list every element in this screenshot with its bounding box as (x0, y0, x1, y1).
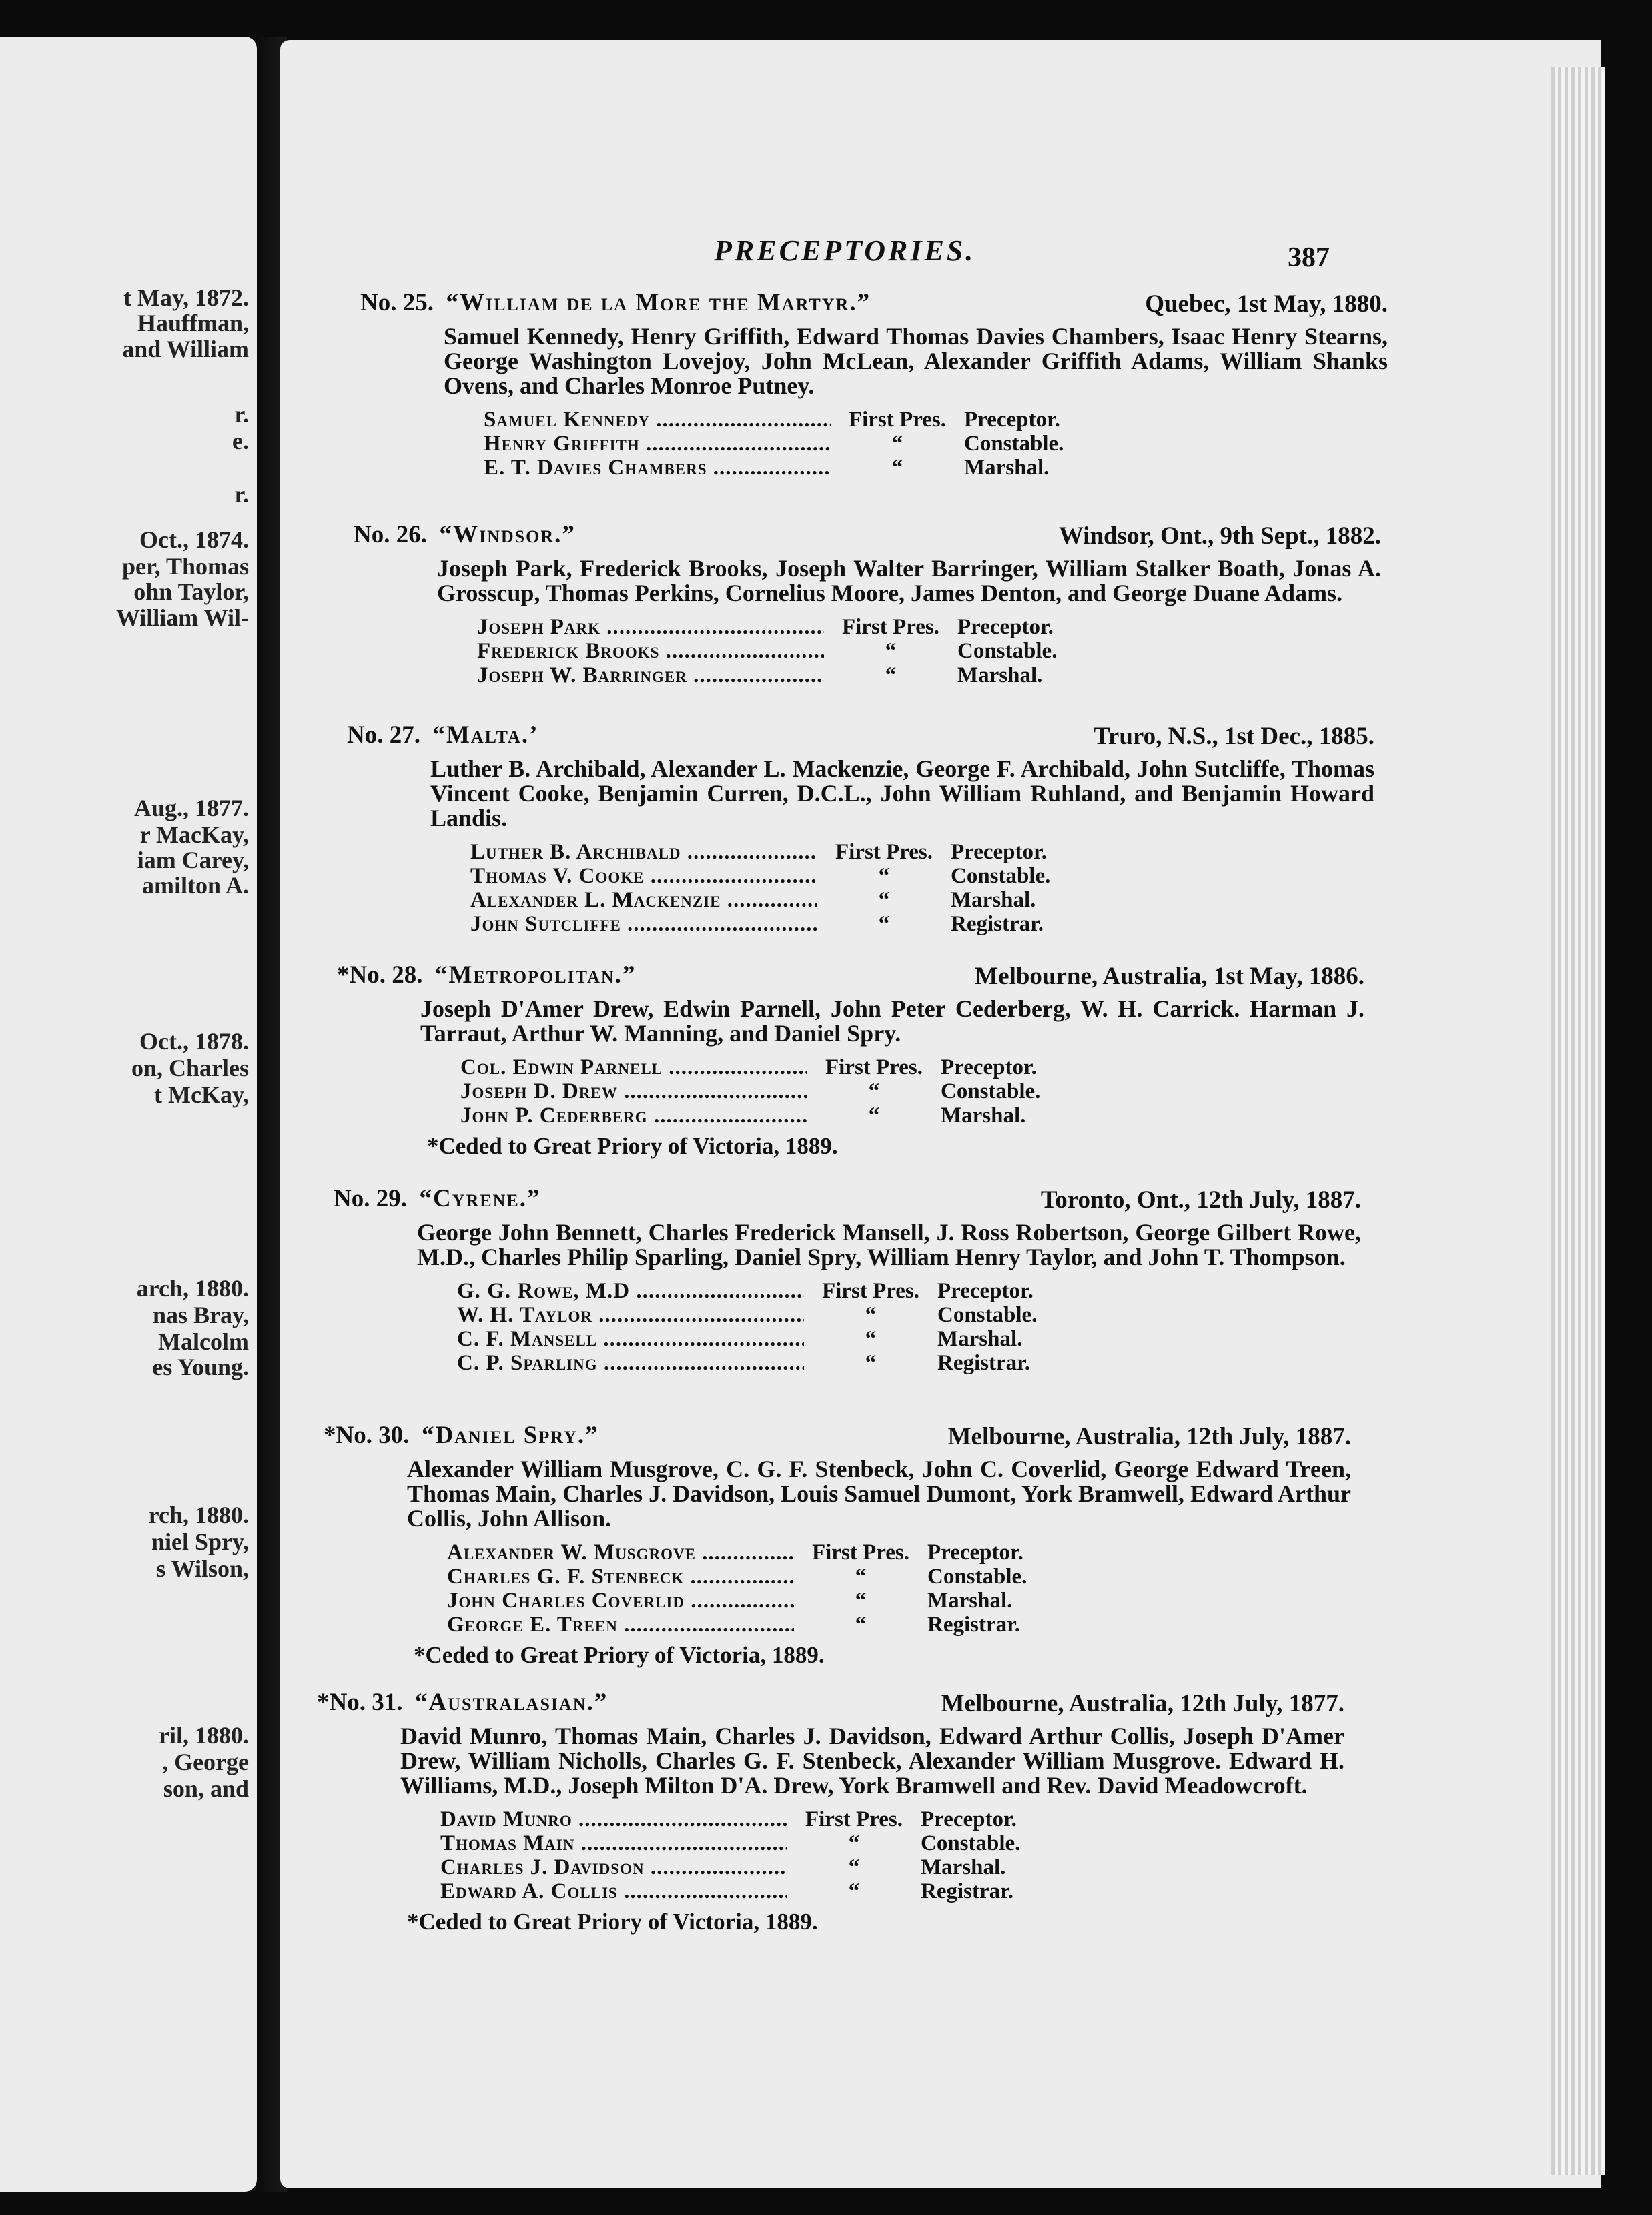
officer-office: Marshal. (951, 888, 1036, 912)
entry-heading (324, 1421, 599, 1450)
officer-name: Edward A. Collis ..... (440, 1879, 787, 1904)
officer-name: George E. Treen ..... (447, 1613, 794, 1637)
officer-rank: “ (848, 1879, 860, 1903)
officer-row (324, 1565, 1351, 1589)
officer-name: E. T. Davies Chambers ..... (484, 456, 831, 480)
entry-heading (347, 721, 538, 749)
officer-rank: “ (865, 1351, 877, 1375)
officer-rank: “ (848, 1831, 860, 1855)
entry-header (324, 1421, 1351, 1456)
officer-row (360, 456, 1388, 480)
left-page-fragment: amilton A. (141, 872, 249, 899)
officer-rank: First Pres. (811, 1540, 909, 1565)
officer-name: Thomas Main ..... (440, 1831, 787, 1856)
officer-row (354, 663, 1381, 687)
officer-office: Marshal. (921, 1855, 1006, 1879)
preceptory-entry (317, 1688, 1344, 1935)
officer-office: Registrar. (921, 1879, 1013, 1903)
officer-name: Joseph Park ..... (477, 615, 824, 640)
officer-rank: “ (885, 639, 897, 663)
preceptory-entry (347, 721, 1374, 936)
entry-name: “Daniel Spry.” (421, 1422, 599, 1449)
officer-row (354, 639, 1381, 663)
officer-rank: “ (878, 912, 890, 936)
officer-name: Charles J. Davidson ..... (440, 1855, 787, 1880)
entry-number: No. 26. (354, 521, 427, 548)
entry-number: No. 29. (334, 1185, 407, 1212)
entry-heading (334, 1184, 540, 1213)
left-page-fragment: rch, 1880. (148, 1502, 249, 1528)
officer-row (347, 864, 1374, 888)
left-page-fragment: ril, 1880. (159, 1722, 249, 1749)
officer-rank: “ (855, 1565, 867, 1589)
member-list: Samuel Kennedy, Henry Griffith, Edward Thomas Davies Chambers, Isaac Henry Stearns, George Washington Lovejoy, John McLean, Alexander Griffith Adams, William Shanks Ovens, and Charles Monroe Putney. (444, 323, 1388, 399)
officer-rank: “ (878, 888, 890, 912)
left-page-fragment: Aug., 1877. (133, 795, 249, 821)
member-list: Luther B. Archibald, Alexander L. Mackenzie, George F. Archibald, John Sutcliffe, Thomas Vincent Cooke, Benjamin Curren, D.C.L., John William Ruhland, and Benjamin Howard Landis. (430, 755, 1374, 831)
officer-office: Constable. (937, 1303, 1038, 1327)
officer-office: Preceptor. (921, 1807, 1017, 1831)
officer-row (334, 1303, 1361, 1327)
officer-rank: “ (891, 432, 903, 456)
page-number: 387 (1288, 242, 1330, 273)
entry-location-date: Melbourne, Australia, 12th July, 1877. (941, 1690, 1344, 1717)
left-page-fragment: r MacKay, (139, 821, 249, 848)
officer-row (317, 1831, 1344, 1855)
officer-office: Constable. (921, 1831, 1021, 1855)
entry-name: “William de la More the Martyr.” (446, 289, 871, 316)
left-page-fragment: niel Spry, (151, 1528, 249, 1555)
entry-name: “Metropolitan.” (434, 961, 637, 989)
officer-rank: First Pres. (848, 408, 946, 432)
officer-name: C. P. Sparling ..... (457, 1351, 804, 1376)
officer-office: Preceptor. (937, 1279, 1034, 1303)
entry-header (354, 520, 1381, 555)
officer-name: G. G. Rowe, M.D ..... (457, 1279, 804, 1304)
officer-name: Joseph D. Drew ..... (460, 1079, 807, 1104)
left-page-fragment: es Young. (152, 1354, 249, 1380)
officer-row (337, 1055, 1364, 1079)
member-list: Alexander William Musgrove, C. G. F. Stenbeck, John C. Coverlid, George Edward Treen, Thomas Main, Charles J. Davidson, Louis Samuel Dumont, York Bramwell, Edward Arthur Collis, John Allison. (407, 1456, 1351, 1532)
ceded-note: *Ceded to Great Priory of Victoria, 1889. (427, 1133, 838, 1159)
officer-row (317, 1879, 1344, 1903)
preceptory-entry (354, 520, 1381, 687)
preceptory-entry (360, 288, 1388, 480)
left-page-fragment: iam Carey, (137, 847, 249, 873)
entry-location-date: Melbourne, Australia, 12th July, 1887. (947, 1423, 1351, 1450)
left-page-fragment: on, Charles (131, 1055, 249, 1081)
left-page-fragment: son, and (163, 1775, 249, 1802)
officer-name: Frederick Brooks ..... (477, 639, 824, 664)
preceptory-entry (337, 961, 1364, 1160)
officer-office: Constable. (951, 864, 1051, 888)
officer-office: Registrar. (927, 1613, 1020, 1637)
left-page-fragment: r. (234, 401, 249, 428)
page-edges (1551, 67, 1605, 2175)
officer-row (360, 432, 1388, 456)
entry-number: *No. 30. (324, 1422, 410, 1449)
officer-name: Henry Griffith ..... (484, 432, 831, 456)
officer-name: John P. Cederberg ..... (460, 1103, 807, 1128)
left-page-fragment: Oct., 1874. (139, 526, 249, 553)
entry-header (337, 961, 1364, 995)
left-page-fragment: e. (232, 428, 249, 454)
left-page-fragment: and William (122, 336, 249, 362)
entry-name: “Cyrene.” (419, 1185, 541, 1212)
officer-rank: First Pres. (805, 1807, 903, 1831)
entry-location-date: Melbourne, Australia, 1st May, 1886. (975, 963, 1364, 990)
running-header-title: PRECEPTORIES. (714, 234, 976, 267)
officer-name: Alexander W. Musgrove ..... (447, 1540, 794, 1565)
officer-rank: “ (891, 456, 903, 480)
officer-rank: “ (865, 1327, 877, 1351)
entry-heading (317, 1688, 608, 1717)
officer-office: Marshal. (937, 1327, 1023, 1351)
officer-name: W. H. Taylor ..... (457, 1303, 804, 1328)
officer-row (324, 1589, 1351, 1613)
entry-number: *No. 31. (317, 1689, 403, 1716)
officer-rank: “ (848, 1855, 860, 1879)
officer-office: Preceptor. (957, 615, 1054, 639)
officer-office: Marshal. (957, 663, 1043, 687)
officer-name: Charles G. F. Stenbeck ..... (447, 1565, 794, 1589)
entry-name: “Malta.’ (432, 721, 539, 749)
officer-row (317, 1807, 1344, 1831)
ceded-note: *Ceded to Great Priory of Victoria, 1889. (407, 1909, 818, 1935)
officer-office: Constable. (941, 1079, 1041, 1103)
officer-row (334, 1279, 1361, 1303)
entry-header (360, 288, 1388, 323)
officer-office: Preceptor. (964, 408, 1060, 432)
officer-name: David Munro ..... (440, 1807, 787, 1832)
officer-row (324, 1540, 1351, 1565)
left-page-fragment: t McKay, (154, 1081, 249, 1108)
officer-name: Luther B. Archibald ..... (470, 840, 817, 865)
officer-rank: First Pres. (825, 1055, 923, 1079)
officer-rank: “ (868, 1079, 880, 1103)
officer-office: Constable. (957, 639, 1058, 663)
member-list: Joseph D'Amer Drew, Edwin Parnell, John Peter Cederberg, W. H. Carrick. Harman J. Tarraut, Arthur W. Manning, and Daniel Spry. (420, 995, 1364, 1047)
left-page-fragment: William Wil- (115, 604, 249, 631)
officer-rank: “ (855, 1613, 867, 1637)
officer-rank: “ (868, 1103, 880, 1128)
entry-header (347, 721, 1374, 755)
entry-location-date: Windsor, Ont., 9th Sept., 1882. (1058, 522, 1381, 550)
entry-name: “Australasian.” (414, 1689, 608, 1716)
entry-name: “Windsor.” (439, 521, 576, 548)
member-list: David Munro, Thomas Main, Charles J. Davidson, Edward Arthur Collis, Joseph D'Amer Drew, William Nicholls, Charles G. F. Stenbeck, Alexander William Musgrove. Edward H. Williams, M.D., Joseph Milton D'A. Drew, York Bramwell and Rev. David Meadowcroft. (400, 1723, 1344, 1799)
left-page-fragment: r. (234, 481, 249, 508)
officer-rank: “ (885, 663, 897, 687)
officer-office: Registrar. (951, 912, 1044, 936)
officer-name: Col. Edwin Parnell ..... (460, 1055, 807, 1080)
officer-name: Samuel Kennedy ..... (484, 408, 831, 432)
officer-rank: First Pres. (841, 615, 939, 639)
officer-office: Preceptor. (951, 840, 1047, 864)
left-page-fragment: Oct., 1878. (139, 1028, 249, 1055)
officer-row (360, 408, 1388, 432)
officer-name: Joseph W. Barringer ..... (477, 663, 824, 688)
entry-number: *No. 28. (337, 961, 423, 989)
officer-row (347, 912, 1374, 936)
preceptory-entry (324, 1421, 1351, 1669)
left-page-fragment: ohn Taylor, (133, 578, 249, 605)
left-page-fragment: nas Bray, (152, 1302, 249, 1328)
left-page-fragment: Hauffman, (137, 310, 249, 336)
officer-row (354, 615, 1381, 639)
left-page-fragment: Malcolm (158, 1328, 249, 1355)
officer-name: C. F. Mansell ..... (457, 1327, 804, 1352)
officer-office: Marshal. (927, 1589, 1013, 1613)
officer-office: Registrar. (937, 1351, 1030, 1375)
entry-heading (337, 961, 636, 989)
ceded-note: *Ceded to Great Priory of Victoria, 1889. (414, 1642, 825, 1668)
officer-name: Thomas V. Cooke ..... (470, 864, 817, 889)
officer-row (334, 1351, 1361, 1375)
officer-office: Marshal. (964, 456, 1050, 480)
entry-location-date: Quebec, 1st May, 1880. (1145, 290, 1388, 318)
left-page-fragment: , George (162, 1749, 249, 1775)
officer-rank: First Pres. (821, 1279, 919, 1303)
officer-office: Constable. (927, 1565, 1027, 1589)
left-page-fragment: t May, 1872. (123, 284, 249, 311)
officer-rank: First Pres. (835, 840, 933, 864)
officer-office: Constable. (964, 432, 1064, 456)
officer-rank: “ (865, 1303, 877, 1327)
entry-header (317, 1688, 1344, 1723)
officer-row (324, 1613, 1351, 1637)
member-list: Joseph Park, Frederick Brooks, Joseph Walter Barringer, William Stalker Boath, Jonas A. Grosscup, Thomas Perkins, Cornelius Moore, James Denton, and George Duane Adams. (437, 555, 1381, 606)
officer-row (337, 1079, 1364, 1103)
officer-office: Preceptor. (927, 1540, 1023, 1565)
left-facing-page (0, 37, 257, 2192)
officer-rank: “ (855, 1589, 867, 1613)
officer-name: John Charles Coverlid ..... (447, 1589, 794, 1613)
entry-number: No. 27. (347, 721, 420, 749)
preceptory-entry (334, 1184, 1361, 1375)
officer-row (347, 840, 1374, 864)
entry-heading (360, 288, 871, 317)
entry-location-date: Truro, N.S., 1st Dec., 1885. (1093, 723, 1374, 750)
officer-row (317, 1855, 1344, 1879)
left-page-fragment: s Wilson, (156, 1555, 249, 1582)
entry-heading (354, 520, 576, 549)
officer-office: Marshal. (941, 1103, 1026, 1128)
entry-number: No. 25. (360, 289, 434, 316)
officer-row (334, 1327, 1361, 1351)
officer-name: Alexander L. Mackenzie ..... (470, 888, 817, 913)
entry-location-date: Toronto, Ont., 12th July, 1887. (1040, 1186, 1361, 1214)
officer-row (337, 1103, 1364, 1128)
left-page-fragment: per, Thomas (121, 553, 249, 580)
officer-office: Preceptor. (941, 1055, 1037, 1079)
entry-header (334, 1184, 1361, 1219)
left-page-fragment: arch, 1880. (136, 1275, 249, 1302)
officer-rank: “ (878, 864, 890, 888)
officer-row (347, 888, 1374, 912)
officer-name: John Sutcliffe ..... (470, 912, 817, 937)
member-list: George John Bennett, Charles Frederick Mansell, J. Ross Robertson, George Gilbert Rowe, M.D., Charles Philip Sparling, Daniel Spry, William Henry Taylor, and John T. Thompson. (417, 1219, 1361, 1270)
